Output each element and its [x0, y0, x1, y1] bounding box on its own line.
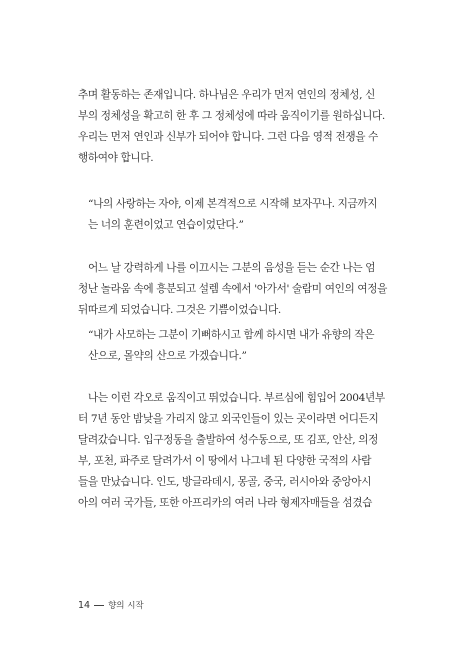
paragraph-line: 들을 만났습니다. 인도, 방글라데시, 몽골, 중국, 러시아와 중앙아시 — [78, 476, 372, 488]
running-title: 향의 시작 — [108, 601, 144, 611]
paragraph-3 — [78, 388, 396, 514]
paragraph-line: 우리는 먼저 연인과 신부가 되어야 합니다. 그런 다음 영적 전쟁을 수 — [78, 131, 379, 143]
paragraph-line: 터 7년 동안 밤낮을 가리지 않고 외국인들이 있는 곳이라면 어디든지 — [78, 413, 379, 425]
quote-line: 산으로, 몰약의 산으로 가겠습니다.” — [88, 350, 247, 362]
paragraph-line: 달려갔습니다. 입구정동을 출발하여 성수동으로, 또 김포, 안산, 의정 — [78, 434, 379, 446]
paragraph-line: 청난 놀라움 속에 흥분되고 설렘 속에서 '아가서' 술람미 여인의 여정을 — [78, 283, 388, 295]
paragraph-line: 아의 여러 국가들, 또한 아프리카의 여러 나라 형제자매들을 섬겼습 — [78, 497, 373, 509]
paragraph-line: 부의 정체성을 확고히 한 후 그 정체성에 따라 움직이기를 원하십니다. — [78, 110, 385, 122]
paragraph-line: 뒤따르게 되었습니다. 그것은 기쁨이었습니다. — [78, 304, 281, 316]
quote-line: “내가 사모하는 그분이 기뻐하시고 함께 하시면 내가 유향의 작은 — [88, 329, 375, 341]
quote-1 — [78, 194, 396, 236]
page-number: 14 — [78, 600, 91, 611]
paragraph-line: 부, 포천, 파주로 달려가서 이 땅에서 나그네 된 다양한 국적의 사람 — [78, 455, 372, 467]
quote-line: “나의 사랑하는 자야, 이제 본격적으로 시작해 보자꾸나. 지금까지 — [88, 198, 378, 210]
paragraph-line: 추며 활동하는 존재입니다. 하나님은 우리가 먼저 연인의 정체성, 신 — [78, 89, 376, 101]
paragraph-1 — [78, 85, 396, 169]
quote-line: 는 너의 훈련이었고 연습이었단다.” — [88, 219, 244, 231]
paragraph-line: 행하여야 합니다. — [78, 152, 154, 164]
paragraph-line: 나는 이런 각오로 움직이고 뛰었습니다. 부르심에 힘입어 2004년부 — [88, 392, 385, 404]
quote-2 — [78, 325, 396, 367]
paragraph-2 — [78, 258, 396, 321]
page-footer — [78, 599, 144, 611]
footer-separator — [94, 605, 104, 606]
paragraph-line: 어느 날 강력하게 나를 이끄시는 그분의 음성을 듣는 순간 나는 엄 — [88, 262, 376, 274]
